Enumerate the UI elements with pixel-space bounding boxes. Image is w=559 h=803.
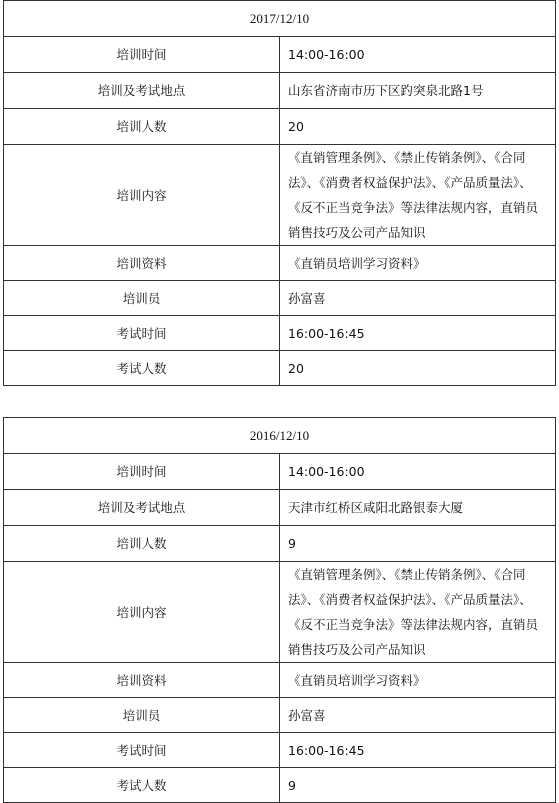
table-row bbox=[4, 490, 556, 526]
training-record-table bbox=[3, 417, 556, 803]
table-row bbox=[4, 663, 556, 698]
row-label: 考试人数 bbox=[4, 768, 280, 803]
row-value: 20 bbox=[280, 351, 556, 386]
row-label: 考试时间 bbox=[4, 733, 280, 768]
row-label: 培训时间 bbox=[4, 37, 280, 73]
table-row bbox=[4, 454, 556, 490]
row-value: 山东省济南市历下区趵突泉北路1号 bbox=[280, 73, 556, 109]
record-date: 2017/12/10 bbox=[4, 1, 556, 37]
row-label: 考试人数 bbox=[4, 351, 280, 386]
row-value: 《直销员培训学习资料》 bbox=[280, 663, 556, 698]
row-label: 培训人数 bbox=[4, 109, 280, 145]
row-label: 培训员 bbox=[4, 281, 280, 316]
row-label: 培训人数 bbox=[4, 526, 280, 562]
row-label: 培训内容 bbox=[4, 562, 280, 663]
row-value: 16:00-16:45 bbox=[280, 733, 556, 768]
table-row bbox=[4, 733, 556, 768]
row-value: 孙富喜 bbox=[280, 281, 556, 316]
table-row bbox=[4, 351, 556, 386]
row-label: 培训内容 bbox=[4, 145, 280, 246]
row-value: 《直销管理条例》、《禁止传销条例》、《合同法》、《消费者权益保护法》、《产品质量法》、《反不正当竞争法》等法律法规内容，直销员销售技巧及公司产品知识 bbox=[280, 145, 556, 246]
row-value: 16:00-16:45 bbox=[280, 316, 556, 351]
row-value: 天津市红桥区咸阳北路银泰大厦 bbox=[280, 490, 556, 526]
row-value: 《直销管理条例》、《禁止传销条例》、《合同法》、《消费者权益保护法》、《产品质量法》、《反不正当竞争法》等法律法规内容，直销员销售技巧及公司产品知识 bbox=[280, 562, 556, 663]
table-row bbox=[4, 73, 556, 109]
date-row bbox=[4, 418, 556, 454]
record-date: 2016/12/10 bbox=[4, 418, 556, 454]
table-row bbox=[4, 698, 556, 733]
row-label: 培训资料 bbox=[4, 663, 280, 698]
row-value: 9 bbox=[280, 526, 556, 562]
row-label: 培训时间 bbox=[4, 454, 280, 490]
row-label: 培训员 bbox=[4, 698, 280, 733]
table-row bbox=[4, 145, 556, 246]
row-label: 培训资料 bbox=[4, 246, 280, 281]
training-record-table bbox=[3, 0, 556, 386]
table-row bbox=[4, 562, 556, 663]
row-value: 孙富喜 bbox=[280, 698, 556, 733]
table-row bbox=[4, 281, 556, 316]
row-label: 培训及考试地点 bbox=[4, 490, 280, 526]
row-label: 培训及考试地点 bbox=[4, 73, 280, 109]
row-value: 14:00-16:00 bbox=[280, 454, 556, 490]
row-value: 9 bbox=[280, 768, 556, 803]
table-row bbox=[4, 526, 556, 562]
table-row bbox=[4, 37, 556, 73]
row-value: 14:00-16:00 bbox=[280, 37, 556, 73]
row-value: 20 bbox=[280, 109, 556, 145]
table-row bbox=[4, 246, 556, 281]
row-label: 考试时间 bbox=[4, 316, 280, 351]
row-value: 《直销员培训学习资料》 bbox=[280, 246, 556, 281]
table-row bbox=[4, 768, 556, 803]
date-row bbox=[4, 1, 556, 37]
table-row bbox=[4, 109, 556, 145]
table-row bbox=[4, 316, 556, 351]
